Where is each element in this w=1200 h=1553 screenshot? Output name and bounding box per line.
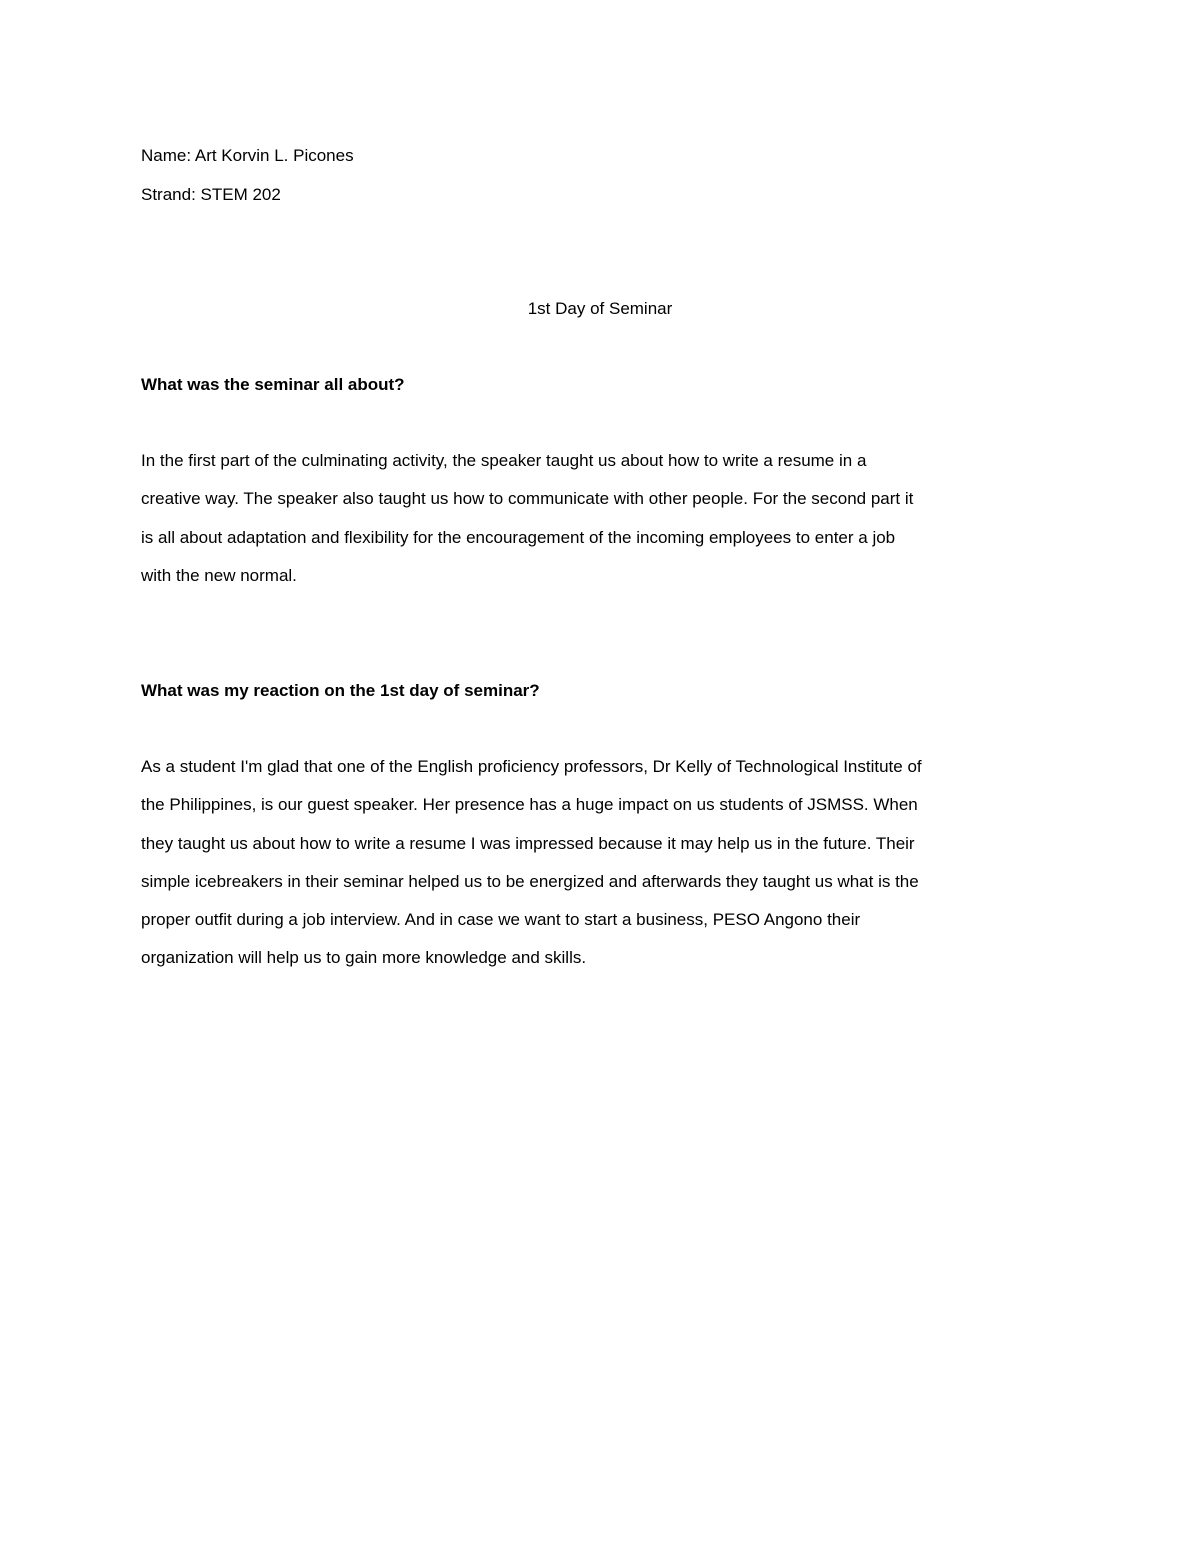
paragraph-line: they taught us about how to write a resume I was impressed because it may help us in the future. Their	[141, 833, 915, 853]
section-paragraph-1	[141, 442, 1056, 595]
paragraph-line: As a student I'm glad that one of the English proficiency professors, Dr Kelly of Technological Institute of	[141, 757, 922, 776]
section-heading-1: What was the seminar all about?	[141, 375, 405, 394]
section-heading-2: What was my reaction on the 1st day of seminar?	[141, 681, 540, 700]
paragraph-line: with the new normal.	[141, 565, 297, 585]
section-paragraph-2	[141, 748, 1056, 978]
paragraph-line: In the first part of the culminating activity, the speaker taught us about how to write a resume in a	[141, 451, 867, 470]
paragraph-line: simple icebreakers in their seminar helped us to be energized and afterwards they taught us what is the	[141, 871, 919, 891]
paragraph-line: is all about adaptation and flexibility for the encouragement of the incoming employees to enter a job	[141, 527, 896, 547]
paragraph-line: the Philippines, is our guest speaker. Her presence has a huge impact on us students of JSMSS. When	[141, 795, 918, 815]
name-line: Name: Art Korvin L. Picones	[141, 146, 354, 165]
document-title: 1st Day of Seminar	[527, 299, 673, 318]
paragraph-line: organization will help us to gain more knowledge and skills.	[141, 948, 587, 968]
paragraph-line: proper outfit during a job interview. And in case we want to start a business, PESO Angono their	[141, 910, 861, 930]
strand-line: Strand: STEM 202	[141, 185, 281, 204]
paragraph-line: creative way. The speaker also taught us how to communicate with other people. For the second part it	[141, 489, 914, 509]
